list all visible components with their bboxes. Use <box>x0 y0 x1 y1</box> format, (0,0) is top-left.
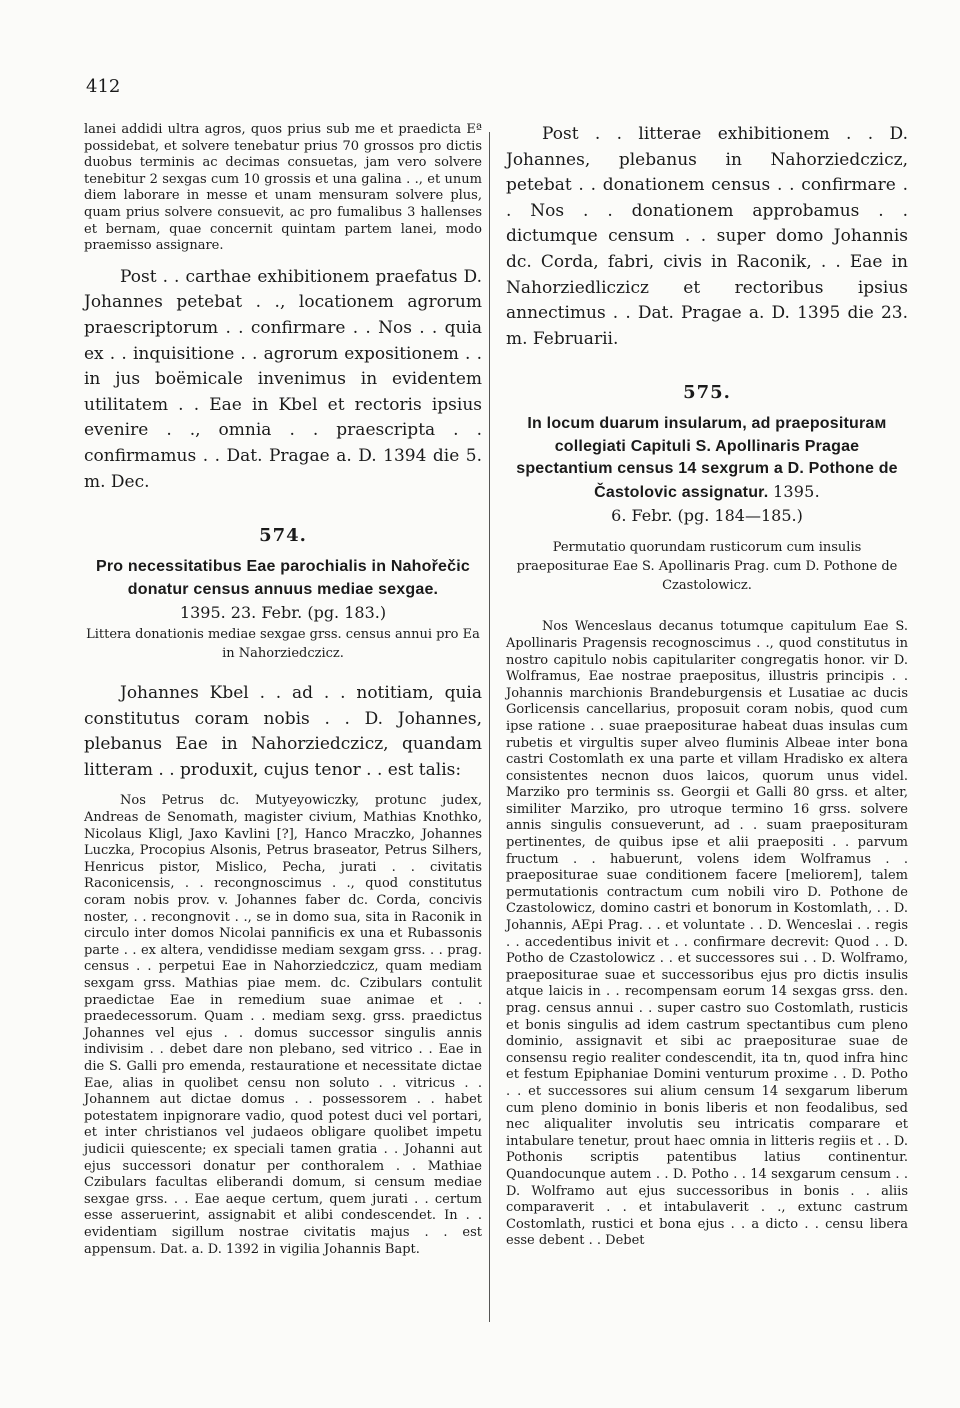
document-number-575: 575. <box>683 382 731 404</box>
document-heading-575-text: In locum duarum insularum, ad praepositurам collegiati Capituli S. Apollinaris Pragae spectantium census 14 sexgrum a D. Pothone de Častolovic assignatur. <box>516 415 898 501</box>
document-date-575: 6. Febr. (pg. 184—185.) <box>611 506 803 526</box>
document-body-574: Nos Petrus dc. Mutyeyowiczky, protunc judex, Andreas de Senomath, magister civium, Mathias Knothko, Nicolaus Kligl, Jaxo Kavlini [?], Hanco Mraczko, Johannes Luczka, Procopius Alsonis, Petrus braseator, Petrus Silhers, Henricus pistor, Mislico, Pecha, jurati . . civitatis Raconicensis, . . recongnoscimus . ., quod constitutus coram nobis prov. v. Johannes faber dc. Corda, concivis noster, . . recongnovit . ., se in domo sua, sita in Raconik in circulo inter domos Nicolai pannificis ex una et Rubassonis parte . . ex altera, vendidisse mediam sexgam grss. . . prag. census . . perpetui Eae in Nahorziedczicz, quam mediam sexgam grss. Mathias piae mem. dc. Czibulars contulit praedictae Eae in remedium suae animae et . . praedecessorum. Quam . . mediam sexg. grss. praedictus Johannes vel ejus . . domus successor singulis annis indivisim . . debet dare non plebano, sed vitrico . . Eae in die S. Galli pro emenda, restauratione et necessitate dictae Eae, alias in quolibet censu non soluto . . vitricus . . Johannem aut dictae domus . . possessorem . . habet potestatem inpignorare vadio, quod potest duci vel portari, et inter christianos vel judaeos obligare quolibet impetu judicii quiescente; ex speciali tamen gratia . . Johanni aut ejus successori donatur per conthoralem . . Mathiae Czibulars facultas eliberandi domum, si censum mediae sexgae grss. . . Eae aeque certum, quem jurati . . certum esse asseruerint, assignabit et alibi condescendet. In . . evidentiam sigillum nostrae civitatis majus . . est appensum. Dat. a. D. 1392 in vigilia Johannis Bapt. <box>84 793 482 1257</box>
previous-document-confirmation: Post . . carthae exhibitionem praefatus D. Johannes petebat . ., locationem agrorum praescriptorum . . confirmare . . Nos . . quia ex . . inquisitione . . agrorum expositionem . . in jus boëmicale invenimus in evidentem utilitatem . . Eae in Kbel et rectoris ipsius evenire . ., omnia . . praescripta . . confirmamus . . Dat. Pragae a. D. 1394 die 5. m. Dec. <box>84 266 482 492</box>
document-body-575: Nos Wenceslaus decanus totumque capitulum Eae S. Apollinaris Pragensis recognoscimus . ., quod constitutus in nostro capitulo nobis capitulariter congregatis honor. vir D. Wolframus, Eae nostrae praepositus, illustris principis . . Johannis marchionis Brandeburgensis et Lusatiae ac ducis Gorlicensis cancellarius, proposuit coram nobis, quod cum ipse ratione . . suae praepositurae habeat duas insulas cum rubetis et virgultis super alveo fluminis Albeae inter bona castri Costomlath ex una parte et villam Hradisko ex altera consistentes necnon duos laicos, quorum unus videl. Marziko pro terminis ss. Georgii et Galli 80 grss. et alter, similiter Marziko, pro utroque termino 16 grss. solvere annis singulis consueverunt, ad . . suam praepositurаm pertinentes, de quibus ipse et alii praepositi . . parvum fructum . . habuerunt, volens idem Wolframus . . praepositurae suae conditionem facere [meliorem], talem permutationis contractum cum nobili viro D. Pothone de Czastolowicz, domino castri et bonorum in Kostomlath, . . D. Johannis, AEpi Prag. . . et voluntate . . D. Wenceslai . . regis . . accedentibus inivit et . . confirmare decrevit: Quod . . D. Potho de Czastolowicz . . et successores sui . . D. Wolframo, praepositurae suae et successoribus ejus pro dictis insulis atque laicis in . . recompensam eorum 14 sexgas grss. den. prag. census annui . . super castro suo Costomlath, rusticis et bonis singulis ad idem castrum spectantibus cum pleno dominio, assignavit et sibi ac praepositurae suae de consensu regio realiter condescendit, ita tn, quod infra hinc et festum Epiphaniae Domini venturum proxime . . D. Potho . . et successores sui alium censum 14 sexgarum liberum cum pleno dominio in bonis liberis et non feodalibus, sed nec aliqualiter involutis seu intricatis comparare et intabulare tenetur, prout haec omnia in litteris regiis et . . D. Pothonis scriptis patentibus latius continentur. Quandocunque autem . . D. Potho . . 14 sexgarum censum . . D. Wolframo aut ejus successoribus in bonis . . aliis comparaverit . . et intabulaverit . ., extunc castrum Costomlath, rustici et bona ejus . . a dicto . . censu libera esse debent . . Debet <box>506 619 908 1249</box>
document-confirmation-574: Post . . litterae exhibitionem . . D. Johannes, plebanus in Nahorziedczicz, petebat . . donationem census . . confirmare . . Nos . . donationem approbamus . . dictumque censum . . super domo Johannis dc. Corda, fabri, civis in Raconik, . . Eae in Nahorziedliczicz et rectoribus ipsius annectimus . . Dat. Pragae a. D. 1395 die 23. m. Februarii. <box>506 124 908 349</box>
column-divider <box>489 132 490 1322</box>
document-intro-574: Johannes Kbel . . ad . . notitiam, quia constitutus coram nobis . . D. Johannes, plebanus Eae in Nahorziedczicz, quandam litteram . . produxit, cujus tenor . . est talis: <box>84 683 482 780</box>
right-column <box>506 122 908 1250</box>
document-heading-574: Pro necessitatibus Eae parochialis in Nahořečic donatur census annuus mediae sexgae. <box>96 558 470 598</box>
document-summary-575: Permutatio quorundam rusticorum cum insulis praepositurae Eae S. Apollinaris Prag. cum D. Pothone de Czastolowicz. <box>516 540 898 594</box>
previous-document-ending: lanei addidi ultra agros, quos prius sub me et praedicta Eª possidebat, et solvere tenebatur prius 70 grossos pro dictis duobus terminis ac decimas consuetas, jam vero solvere tenebitur 2 sexgas cum 10 grossis et una galina . ., et unum diem laborare in messe et unam mensuram solvere plus, quam prius solvere consuevit, ac pro fumalibus 3 hallenses et bernam, quae concernit quintam partem lanei, modo praemisso assignare. <box>84 122 482 254</box>
document-summary-574: Littera donationis mediae sexgae grss. census annui pro Ea in Nahorziedczicz. <box>86 627 480 662</box>
document-date-574: 1395. 23. Febr. (pg. 183.) <box>179 603 387 623</box>
left-column <box>84 122 482 1258</box>
document-heading-575 <box>506 413 908 504</box>
document-number-574: 574. <box>259 525 307 547</box>
page-number: 412 <box>86 76 121 97</box>
document-year-575: 1395. <box>773 481 820 501</box>
